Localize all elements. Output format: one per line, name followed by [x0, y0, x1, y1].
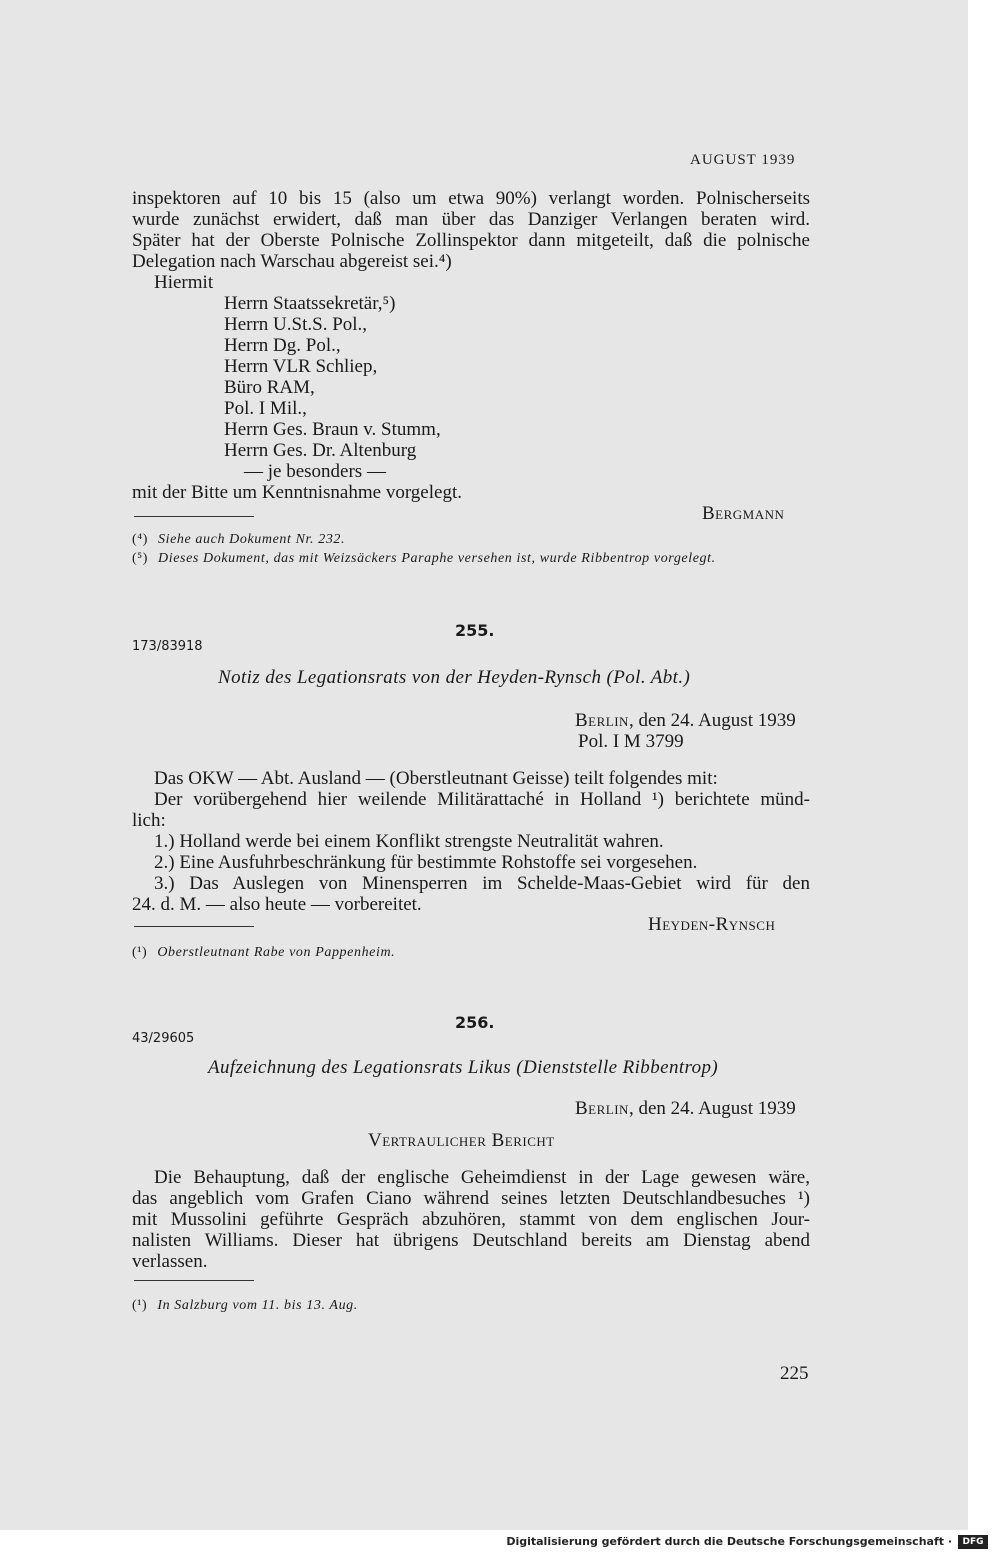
- section-subtitle: Vertraulicher Bericht: [368, 1130, 555, 1151]
- footnote-rule: [134, 926, 254, 927]
- separately-note: — je besonders —: [244, 461, 386, 482]
- footnote: (¹) In Salzburg vom 11. bis 13. Aug.: [132, 1298, 358, 1313]
- list-item: 3.) Das Auslegen von Minensperren im Schelde-Maas-Gebiet wird für den: [154, 873, 810, 894]
- page-number: 225: [780, 1363, 809, 1384]
- footnote-rule: [134, 1280, 254, 1281]
- footer-bar: [0, 1530, 1000, 1554]
- archive-reference: 173/83918: [132, 639, 203, 654]
- body-line: verlassen.: [132, 1251, 208, 1272]
- recipient: Büro RAM,: [224, 377, 315, 398]
- running-head: AUGUST 1939: [690, 152, 796, 168]
- document-number: 256.: [455, 1013, 495, 1032]
- list-item: 24. d. M. — also heute — vorbereitet.: [132, 894, 422, 915]
- footnote: (⁵) Dieses Dokument, das mit Weizsäckers Paraphe versehen ist, wurde Ribbentrop vorgelegt.: [132, 551, 716, 566]
- funding-credit: Digitalisierung gefördert durch die Deutsche Forschungsgemeinschaft ·: [506, 1535, 952, 1548]
- document-title: Aufzeichnung des Legationsrats Likus (Dienststelle Ribbentrop): [208, 1057, 719, 1078]
- recipient: Herrn Dg. Pol.,: [224, 335, 341, 356]
- document-title: Notiz des Legationsrats von der Heyden-Rynsch (Pol. Abt.): [218, 667, 691, 688]
- prev-para-line: inspektoren auf 10 bis 15 (also um etwa 90%) verlangt worden. Polnischerseits: [132, 188, 810, 209]
- recipient: Pol. I Mil.,: [224, 398, 307, 419]
- body-line: nalisten Williams. Dieser hat übrigens Deutschland bereits am Dienstag abend: [132, 1230, 810, 1251]
- recipient: Herrn Ges. Dr. Altenburg: [224, 440, 417, 461]
- body-line: lich:: [132, 810, 166, 831]
- hiermit-text: Hiermit: [154, 272, 214, 293]
- list-item: 1.) Holland werde bei einem Konflikt strengste Neutralität wahren.: [154, 831, 664, 852]
- recipient: Herrn Staatssekretär,⁵): [224, 293, 396, 314]
- list-item: 2.) Eine Ausfuhrbeschränkung für bestimmte Rohstoffe sei vorgesehen.: [154, 852, 698, 873]
- prev-para-line: Später hat der Oberste Polnische Zollinspektor dann mitgeteilt, daß die polnische: [132, 230, 810, 251]
- prev-para-line: Delegation nach Warschau abgereist sei.⁴): [132, 251, 452, 272]
- footnote-rule: [134, 516, 254, 517]
- recipient: Herrn Ges. Braun v. Stumm,: [224, 419, 441, 440]
- prev-para-line: wurde zunächst erwidert, daß man über das Danziger Verlangen beraten wird.: [132, 209, 810, 230]
- recipient: Herrn VLR Schliep,: [224, 356, 378, 377]
- body-line: Der vorübergehend hier weilende Militärattaché in Holland ¹) berichtete münd-: [154, 789, 810, 810]
- closing-line: mit der Bitte um Kenntnisnahme vorgelegt.: [132, 482, 462, 503]
- file-reference: Pol. I M 3799: [578, 731, 684, 752]
- archive-reference: 43/29605: [132, 1031, 195, 1046]
- dfg-logo: DFG: [958, 1535, 988, 1549]
- body-line: Die Behauptung, daß der englische Geheimdienst in der Lage gewesen wäre,: [154, 1167, 810, 1188]
- recipient: Herrn U.St.S. Pol.,: [224, 314, 368, 335]
- document-number: 255.: [455, 621, 495, 640]
- date-line: Berlin, den 24. August 1939: [575, 1098, 796, 1119]
- signature-heyden-rynsch: Heyden-Rynsch: [648, 914, 776, 935]
- footnote: (¹) Oberstleutnant Rabe von Pappenheim.: [132, 945, 396, 960]
- footnote: (⁴) Siehe auch Dokument Nr. 232.: [132, 532, 346, 547]
- signature-bergmann: Bergmann: [702, 503, 785, 524]
- date-line: Berlin, den 24. August 1939: [575, 710, 796, 731]
- body-line: das angeblich vom Grafen Ciano während seines letzten Deutschlandbesuches ¹): [132, 1188, 810, 1209]
- body-line: mit Mussolini geführte Gespräch abzuhören, stammt von dem englischen Jour-: [132, 1209, 810, 1230]
- body-line: Das OKW — Abt. Ausland — (Oberstleutnant Geisse) teilt folgendes mit:: [154, 768, 718, 789]
